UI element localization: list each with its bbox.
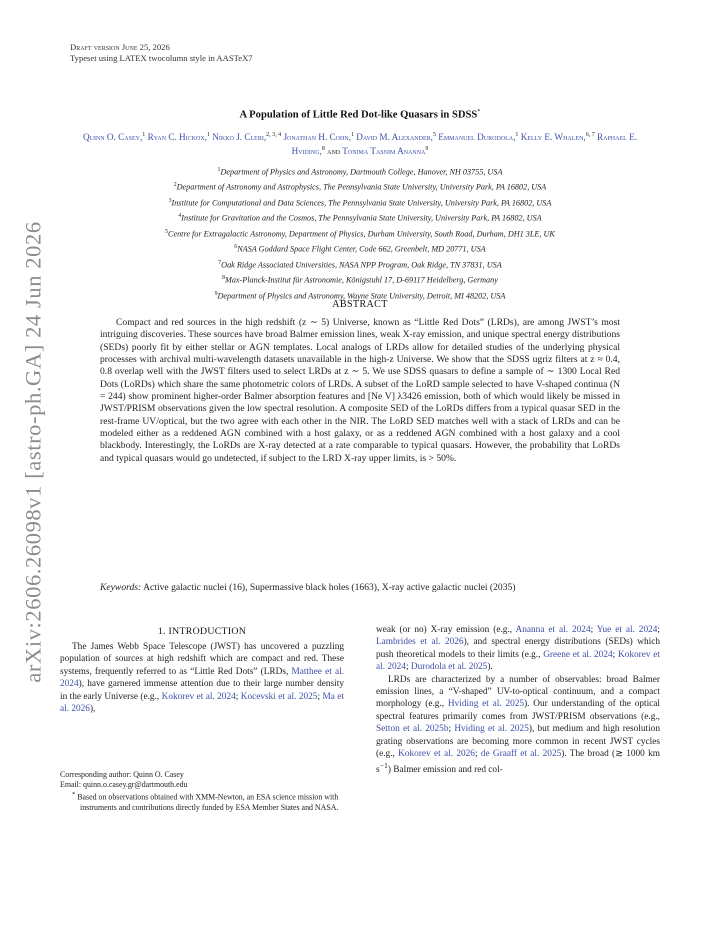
author-list (70, 129, 650, 158)
affiliation-line (70, 210, 650, 225)
keywords (100, 582, 677, 595)
observations-footnote (60, 790, 350, 813)
text-run: ; (612, 649, 618, 660)
affiliation-text: Department of Physics and Astronomy, Dartmouth College, Hanover, NH 03755, USA (220, 167, 503, 177)
citation-link[interactable]: Kokorev et al. 2024 (161, 691, 236, 702)
affiliation-text: Institute for Computational and Data Sciences, The Pennsylvania State University, University Park, PA 16802, USA (171, 198, 552, 208)
paper-title (80, 108, 640, 121)
author-name[interactable]: Raphael E. Hviding, (291, 132, 637, 157)
author-affiliation-mark: 1 (206, 132, 210, 138)
text-run: ; (317, 691, 323, 702)
author-name[interactable]: David M. Alexander, (356, 132, 433, 143)
author-affiliation-mark: 5 (432, 132, 436, 138)
affiliation-text: NASA Goddard Space Flight Center, Code 662, Greenbelt, MD 20771, USA (237, 244, 486, 254)
affiliation-line (70, 195, 650, 210)
abstract-heading: ABSTRACT (332, 299, 388, 310)
affiliation-line (70, 241, 650, 256)
affiliation-text: Max-Planck-Institut für Astronomie, Königstuhl 17, D-69117 Heidelberg, Germany (225, 275, 498, 285)
affiliation-line (70, 226, 650, 241)
author-name[interactable]: Quinn O. Casey, (83, 132, 143, 143)
author-and: and (324, 146, 343, 157)
text-run: ). Our understanding of the optical spectral features primarily comes from JWST/PRISM observations (e.g., (376, 699, 660, 722)
superscript: −1 (379, 761, 388, 771)
text-run: ), have garnered immense attention due to their large number density in the early Universe (e.g., (60, 679, 344, 702)
text-run: weak (or no) X-ray emission (e.g., (376, 625, 516, 635)
author-affiliation-mark: 6, 7 (585, 132, 595, 138)
affiliation-number: 5 (165, 228, 168, 235)
text-run: ), and spectral energy distributions (SEDs) which push theoretical models to their limits (e.g., (376, 637, 660, 660)
intro-paragraph-1-continued (376, 624, 660, 674)
corresponding-author: Corresponding author: Quinn O. Casey (60, 770, 184, 779)
citation-link[interactable]: Kokorev et al. 2024 (376, 649, 660, 673)
affiliation-number: 1 (217, 167, 221, 173)
affiliation-number: 4 (178, 213, 182, 220)
paper-title-text: A Population of Little Red Dot-like Quasars in SDSS (239, 109, 478, 121)
affiliation-text: Oak Ridge Associated Universities, NASA NPP Program, Oak Ridge, TN 37831, USA (221, 260, 502, 270)
author-affiliation-mark: 8 (321, 146, 325, 153)
citation-link[interactable]: Durodola et al. 2025 (410, 662, 488, 673)
text-run: ; (235, 691, 241, 702)
left-column (60, 626, 344, 715)
author-affiliation-mark: 1 (142, 132, 146, 138)
author-name[interactable]: Emmanuel Durodola, (438, 132, 516, 143)
footnote-text: Based on observations obtained with XMM-Newton, an ESA science mission with instruments and contributions directly funded by ESA Member States and NASA. (75, 793, 339, 813)
keywords-list: Active galactic nuclei (16), Supermassive black holes (1663), X-ray active galactic nuclei (2035) (143, 582, 516, 593)
corresponding-email: Email: quinn.o.casey.gr@dartmouth.edu (60, 780, 188, 790)
text-run: The James Webb Space Telescope (JWST) has uncovered a puzzling population of sources at high redshift which are compact and red. These systems, frequently referred to as “Little Red Dots” (LRDs, (60, 642, 344, 677)
header-meta (70, 42, 253, 64)
author-name[interactable]: Ryan C. Hickox, (147, 132, 207, 143)
author-name[interactable]: Jonathan H. Cohn, (283, 132, 351, 143)
intro-paragraph-2 (376, 674, 660, 777)
affiliation-line (70, 257, 650, 272)
author-name[interactable]: Tonima Tasnim Ananna (342, 146, 426, 157)
citation-link[interactable]: Greene et al. 2024 (543, 649, 613, 660)
footnotes (60, 770, 350, 813)
citation-link[interactable]: Ananna et al. 2024 (515, 625, 591, 635)
citation-link[interactable]: Yue et al. 2024 (596, 625, 658, 635)
author-name[interactable]: Nikko J. Cleri, (212, 132, 267, 143)
text-run: ). (487, 662, 493, 673)
affiliation-text: Department of Astronomy and Astrophysics, The Pennsylvania State University, University Park, PA 16802, USA (176, 183, 547, 193)
arxiv-identifier-text: arXiv:2606.26098v1 [astro-ph.GA] 24 Jun 2026 (21, 221, 47, 683)
footnote-mark: * (72, 791, 76, 799)
affiliation-number: 2 (173, 182, 177, 189)
text-run: ; (405, 662, 411, 673)
citation-link[interactable]: Kokorev et al. 2026 (398, 749, 475, 760)
affiliation-line (70, 272, 650, 287)
citation-link[interactable]: Hviding et al. 2025 (447, 699, 525, 710)
text-run: ; (590, 625, 597, 635)
affiliation-line (70, 164, 650, 179)
intro-paragraph-1 (60, 641, 344, 715)
affiliation-text: Department of Physics and Astronomy, Wayne State University, Detroit, MI 48202, USA (217, 291, 506, 301)
text-run: ; (448, 724, 455, 735)
author-affiliation-mark: 2, 3, 4 (266, 132, 282, 138)
text-run: ; (474, 749, 481, 760)
keywords-label: Keywords: (100, 582, 142, 593)
affiliation-number: 3 (168, 197, 172, 204)
text-run: ), but medium and high resolution grating observations are becoming more common in recent JWST cycles (e.g., (376, 724, 660, 760)
abstract-text: Compact and red sources in the high redshift (z ∼ 5) Universe, known as “Little Red Dots” (LRDs), are among JWST’s most intriguing discoveries. These sources have broad Balmer emission lines, weak X-ray emission, and unique spectral energy distributions (SEDs) poorly fit by either stellar or AGN templates. Local analogs of LRDs allow for detailed studies of the underlying physical processes with archival multi-wavelength datasets unavailable in the high-z Universe. We show that the SDSS ugriz filters at z ≈ 0.4, 0.8 overlap well with the JWST filters used to select LRDs at z ∼ 5. We use SDSS quasars to define a sample of ∼ 1300 Local Red Dots (LoRDs) which share the same photometric colors of LRDs. A subset of the LoRD sample selected to have V-shaped continua (N = 244) show prominent higher-order Balmer absorption features and [Ne V] λ3426 emission, both of which would likely be missed in JWST/PRISM observations given the low spectral resolution. A composite SED of the LoRDs differs from a typical quasar SED in the rest-frame UV/optical, but the two agree with each other in the NIR. The LoRD SED matches well with a stack of LRDs and can be modeled either as a reddened AGN combined with a host galaxy, or as a reddened AGN combined with a host galaxy and a cool blackbody. Interestingly, the LoRDs are X-ray detected at a rate comparable to typical quasars. However, the probability that LoRDs and typical quasars would go undetected, if subject to the LRD X-ray upper limits, is > 50%. (100, 317, 620, 464)
citation-link[interactable]: Lambrides et al. 2026 (376, 637, 464, 648)
title-footnote-mark: * (477, 108, 481, 115)
text-run: LRDs are characterized by a number of observables: broad Balmer emission lines, a “V-shaped” UV-to-optical continuum, and a compact morphology (e.g., (376, 674, 660, 710)
citation-link[interactable]: de Graaff et al. 2025 (480, 749, 562, 760)
text-run: ), (89, 704, 96, 715)
text-run: ). The broad (≳ 1000 km s (376, 749, 660, 776)
affiliation-number: 7 (218, 259, 222, 266)
text-run: ) Balmer emission and red col- (387, 765, 503, 776)
typeset-note: Typeset using LATEX twocolumn style in AASTeX7 (70, 53, 253, 63)
author-affiliation-mark: 1 (350, 132, 354, 138)
right-column (376, 624, 660, 777)
arxiv-identifier-stamp (14, 221, 54, 683)
affiliation-list (70, 164, 650, 303)
affiliation-text: Centre for Extragalactic Astronomy, Department of Physics, Durham University, South Road, Durham, DH1 3LE, UK (167, 229, 555, 239)
author-affiliation-mark: 1 (515, 132, 519, 138)
affiliation-text: Institute for Gravitation and the Cosmos, The Pennsylvania State University, University Park, PA 16802, USA (181, 214, 542, 224)
section-heading-introduction: 1. INTRODUCTION (157, 626, 247, 637)
affiliation-number: 8 (222, 275, 225, 282)
affiliation-number: 6 (234, 244, 238, 251)
text-run: ; (657, 625, 660, 635)
citation-link[interactable]: Ma et al. 2026 (60, 691, 344, 715)
citation-link[interactable]: Kocevski et al. 2025 (240, 691, 318, 702)
citation-link[interactable]: Hviding et al. 2025 (454, 724, 529, 735)
affiliation-number: 9 (214, 290, 218, 297)
draft-version: Draft version June 25, 2026 (70, 42, 170, 52)
author-name[interactable]: Kelly E. Whalen, (520, 132, 586, 143)
author-affiliation-mark: 9 (425, 146, 429, 153)
affiliation-line (70, 179, 650, 194)
citation-link[interactable]: Matthee et al. 2024 (60, 666, 344, 690)
citation-link[interactable]: Setton et al. 2025b (376, 724, 449, 735)
